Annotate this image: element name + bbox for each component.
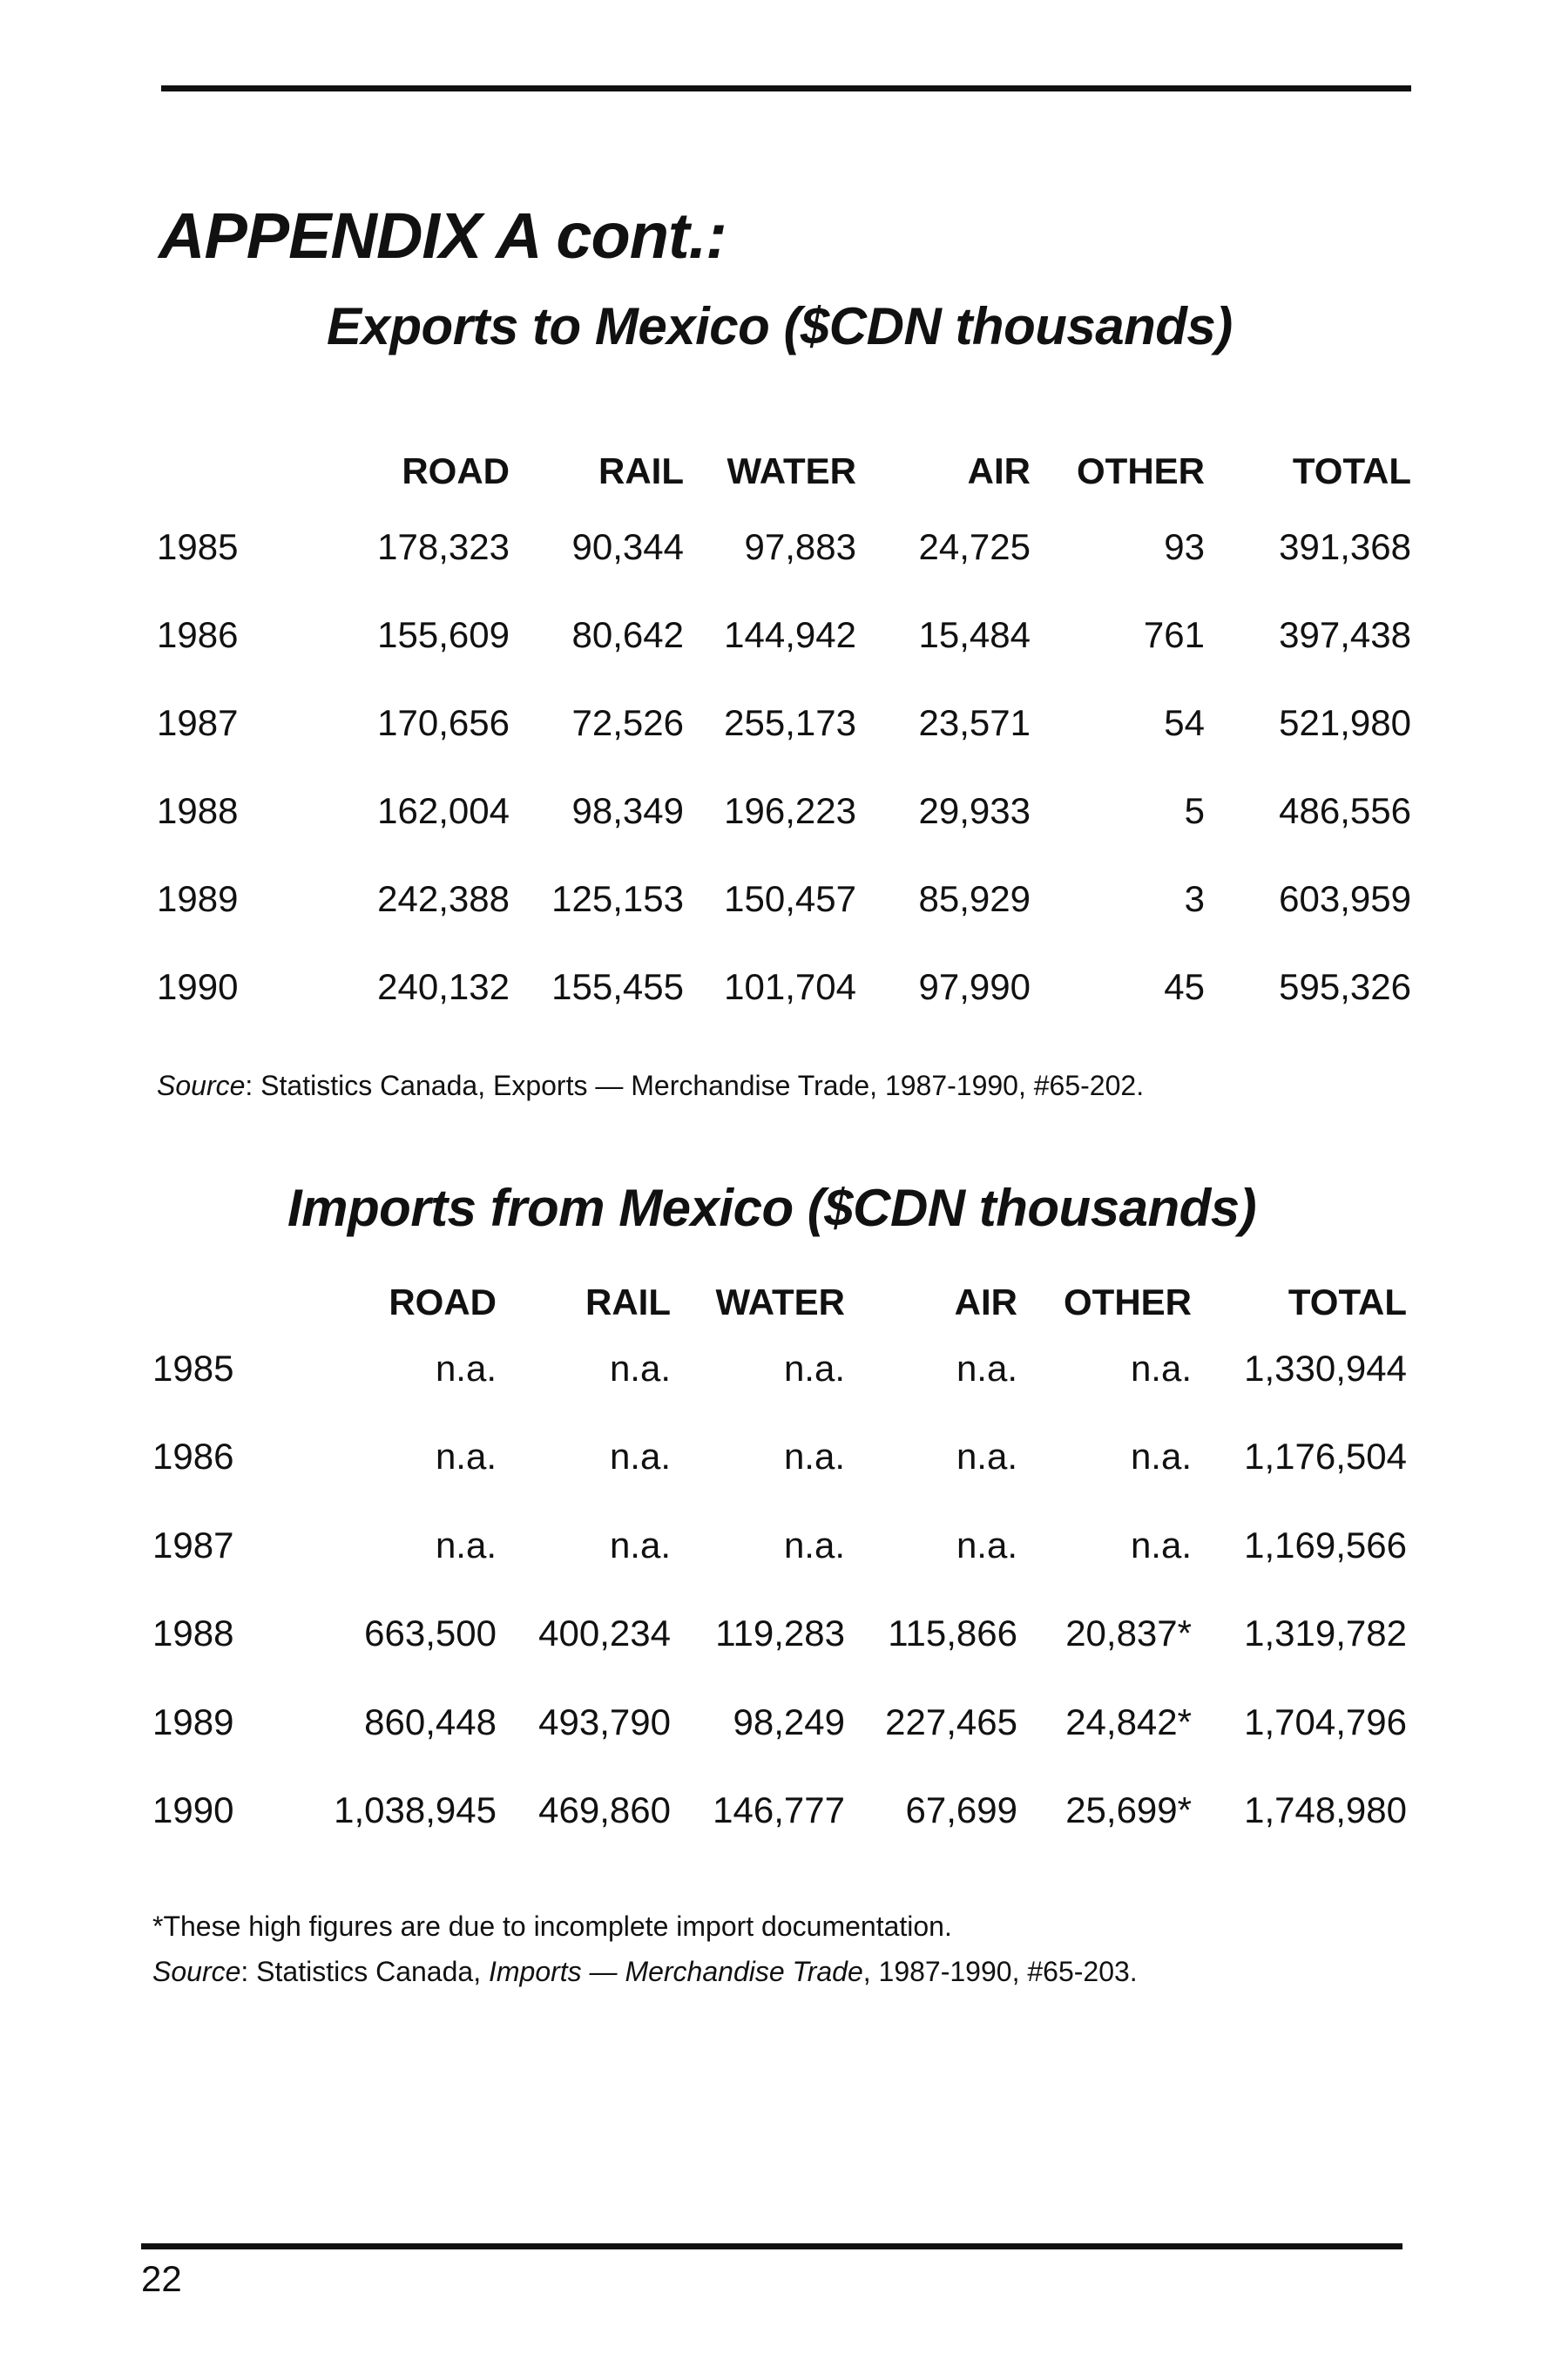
column-header-water: WATER — [715, 1282, 845, 1322]
table-cell: 155,609 — [377, 613, 510, 655]
table-cell: n.a. — [1130, 1524, 1192, 1566]
table-cell: 72,526 — [571, 701, 684, 743]
table-cell: n.a. — [609, 1436, 671, 1478]
table-cell: n.a. — [609, 1524, 671, 1566]
table-cell: 1,176,504 — [1244, 1436, 1407, 1478]
bottom-rule — [141, 2243, 1402, 2249]
table-cell: 115,866 — [888, 1613, 1017, 1654]
row-year: 1988 — [152, 1613, 234, 1654]
table-cell: 255,173 — [724, 701, 856, 743]
table-cell: 146,777 — [713, 1789, 845, 1831]
page-heading: APPENDIX A cont.: — [159, 200, 727, 272]
row-year: 1987 — [152, 1524, 234, 1566]
table-cell: 240,132 — [377, 965, 510, 1007]
column-header-road: ROAD — [389, 1282, 497, 1322]
table-cell: 24,725 — [918, 525, 1031, 567]
table-row — [157, 591, 1411, 679]
row-year: 1986 — [157, 613, 239, 655]
table-row — [157, 679, 1411, 767]
table-cell: 93 — [1164, 525, 1205, 567]
table-cell: 400,234 — [538, 1613, 671, 1654]
table-cell: 391,368 — [1279, 525, 1411, 567]
table-cell: 45 — [1164, 965, 1205, 1007]
table-cell: 54 — [1164, 701, 1205, 743]
year-header — [157, 440, 314, 503]
table-row — [152, 1678, 1407, 1767]
table-cell: n.a. — [783, 1436, 845, 1478]
table-cell: 97,883 — [744, 525, 856, 567]
column-header-other: OTHER — [1077, 450, 1205, 491]
table-cell: 90,344 — [571, 525, 684, 567]
exports-header-row — [157, 440, 1411, 503]
imports-source — [152, 1956, 1138, 1988]
table-cell: 25,699* — [1065, 1789, 1192, 1831]
table-cell: n.a. — [435, 1436, 497, 1478]
table-cell: 3 — [1184, 877, 1205, 919]
table-cell: 521,980 — [1279, 701, 1411, 743]
column-header-air: AIR — [967, 450, 1031, 491]
table-cell: 1,038,945 — [334, 1789, 497, 1831]
table-cell: n.a. — [956, 1347, 1017, 1389]
row-year: 1986 — [152, 1436, 234, 1478]
imports-source-label: Source — [152, 1956, 241, 1987]
table-cell: 663,500 — [364, 1613, 497, 1654]
table-cell: 860,448 — [364, 1701, 497, 1742]
table-cell: 125,153 — [551, 877, 684, 919]
table-cell: 85,929 — [918, 877, 1031, 919]
table-cell: 469,860 — [538, 1789, 671, 1831]
table-cell: 595,326 — [1279, 965, 1411, 1007]
table-cell: 178,323 — [377, 525, 510, 567]
table-row — [157, 503, 1411, 591]
table-cell: 23,571 — [918, 701, 1031, 743]
imports-header-row — [152, 1281, 1407, 1324]
table-cell: 1,169,566 — [1244, 1524, 1407, 1566]
row-year: 1985 — [157, 525, 239, 567]
table-cell: 29,933 — [918, 789, 1031, 831]
row-year: 1988 — [157, 789, 239, 831]
exports-source-text: : Statistics Canada, Exports — Merchandise Trade, 1987-1990, #65-202. — [245, 1070, 1145, 1101]
exports-source-label: Source — [157, 1070, 246, 1101]
table-cell: 101,704 — [724, 965, 856, 1007]
table-cell: 98,349 — [571, 789, 684, 831]
year-header — [152, 1281, 309, 1324]
row-year: 1990 — [157, 965, 239, 1007]
page-number: 22 — [141, 2258, 182, 2299]
row-year: 1985 — [152, 1347, 234, 1389]
table-row — [152, 1501, 1407, 1590]
imports-title: Imports from Mexico ($CDN thousands) — [287, 1179, 1257, 1237]
table-cell: 67,699 — [905, 1789, 1017, 1831]
table-cell: 162,004 — [377, 789, 510, 831]
column-header-total: TOTAL — [1292, 450, 1411, 491]
table-cell: 144,942 — [724, 613, 856, 655]
row-year: 1990 — [152, 1789, 234, 1831]
table-row — [152, 1324, 1407, 1413]
row-year: 1987 — [157, 701, 239, 743]
table-cell: 15,484 — [918, 613, 1031, 655]
table-cell: n.a. — [435, 1524, 497, 1566]
table-cell: 603,959 — [1279, 877, 1411, 919]
table-cell: 20,837* — [1065, 1613, 1192, 1654]
imports-table — [152, 1281, 1407, 1855]
table-cell: 1,319,782 — [1244, 1613, 1407, 1654]
table-cell: 1,704,796 — [1244, 1701, 1407, 1742]
table-cell: 1,748,980 — [1244, 1789, 1407, 1831]
table-row — [152, 1767, 1407, 1856]
exports-table — [157, 440, 1411, 1031]
table-cell: 493,790 — [538, 1701, 671, 1742]
column-header-total: TOTAL — [1288, 1282, 1407, 1322]
table-cell: 155,455 — [551, 965, 684, 1007]
table-cell: n.a. — [956, 1524, 1017, 1566]
table-cell: n.a. — [435, 1347, 497, 1389]
table-cell: 242,388 — [377, 877, 510, 919]
table-cell: 98,249 — [733, 1701, 845, 1742]
column-header-air: AIR — [954, 1282, 1017, 1322]
table-cell: 227,465 — [885, 1701, 1017, 1742]
table-cell: 196,223 — [724, 789, 856, 831]
imports-source-title: Imports — Merchandise Trade — [488, 1956, 863, 1987]
top-rule — [161, 85, 1411, 91]
table-cell: 170,656 — [377, 701, 510, 743]
table-cell: 5 — [1184, 789, 1205, 831]
table-cell: 119,283 — [715, 1613, 845, 1654]
table-cell: n.a. — [956, 1436, 1017, 1478]
table-cell: 150,457 — [724, 877, 856, 919]
column-header-water: WATER — [727, 450, 856, 491]
column-header-other: OTHER — [1064, 1282, 1192, 1322]
exports-source — [157, 1070, 1144, 1102]
row-year: 1989 — [152, 1701, 234, 1742]
table-cell: 97,990 — [918, 965, 1031, 1007]
table-row — [157, 855, 1411, 943]
table-cell: 761 — [1143, 613, 1205, 655]
table-cell: 1,330,944 — [1244, 1347, 1407, 1389]
table-row — [157, 943, 1411, 1031]
column-header-rail: RAIL — [598, 450, 684, 491]
table-cell: 24,842* — [1065, 1701, 1192, 1742]
table-cell: 80,642 — [571, 613, 684, 655]
table-row — [152, 1413, 1407, 1502]
table-cell: n.a. — [783, 1524, 845, 1566]
row-year: 1989 — [157, 877, 239, 919]
column-header-road: ROAD — [402, 450, 510, 491]
table-cell: 397,438 — [1279, 613, 1411, 655]
table-cell: n.a. — [783, 1347, 845, 1389]
table-cell: n.a. — [1130, 1347, 1192, 1389]
imports-footnote: *These high figures are due to incomplete import documentation. — [152, 1911, 952, 1942]
table-row — [157, 767, 1411, 855]
imports-source-suffix: , 1987-1990, #65-203. — [862, 1956, 1138, 1987]
column-header-rail: RAIL — [585, 1282, 671, 1322]
table-cell: 486,556 — [1279, 789, 1411, 831]
imports-source-prefix: : Statistics Canada, — [240, 1956, 489, 1987]
table-cell: n.a. — [1130, 1436, 1192, 1478]
table-row — [152, 1590, 1407, 1679]
table-cell: n.a. — [609, 1347, 671, 1389]
exports-title: Exports to Mexico ($CDN thousands) — [327, 297, 1233, 355]
